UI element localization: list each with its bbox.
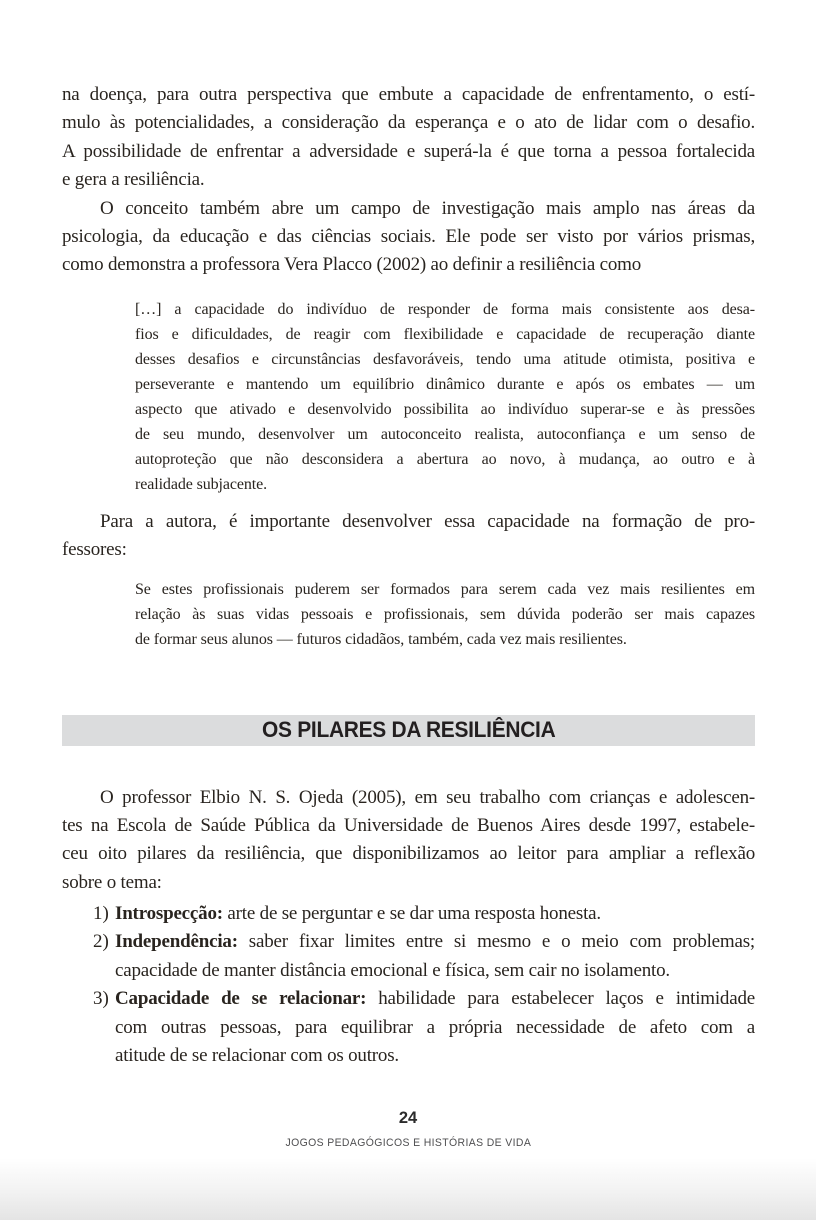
list-item-term: Capacidade de se relacionar: — [115, 988, 367, 1010]
text-line: realidade subjacente. — [135, 475, 268, 493]
text-line: desses desafios e circunstâncias desfavoráveis, tendo uma atitude otimista, positiva e — [135, 350, 755, 368]
page-number: 24 — [398, 1109, 418, 1127]
text-line: tes na Escola de Saúde Pública da Universidade de Buenos Aires desde 1997, estabele- — [62, 814, 755, 836]
list-item-text — [115, 928, 755, 985]
text-line: capacidade de manter distância emocional e física, sem cair no isolamento. — [115, 959, 670, 981]
list-item-text — [115, 985, 755, 1070]
text-line: como demonstra a professora Vera Placco (2002) ao definir a resiliência como — [62, 254, 642, 276]
list-item-number: 3) — [93, 988, 109, 1010]
text-line: aspecto que ativado e desenvolvido possibilita ao indivíduo superar-se e às pressões — [135, 400, 755, 418]
text-line: Introspecção: arte de se perguntar e se dar uma resposta honesta. — [115, 903, 601, 925]
paragraph-concept — [62, 195, 755, 280]
list-item — [62, 985, 755, 1070]
text-line: psicologia, da educação e das ciências sociais. Ele pode ser visto por vários prismas, — [62, 225, 755, 247]
list-item-term: Independência: — [115, 931, 238, 953]
list-item-text — [115, 900, 755, 928]
text-line: Independência: saber fixar limites entre si mesmo e o meio com problemas; — [115, 931, 755, 953]
text-line: de seu mundo, desenvolver um autoconceito realista, autoconfiança e um senso de — [135, 425, 755, 443]
text-line: na doença, para outra perspectiva que embute a capacidade de enfrentamento, o estí- — [62, 84, 755, 105]
paragraph-continuation — [62, 81, 755, 195]
page-footer — [0, 1108, 816, 1151]
paragraph-ojeda — [62, 784, 755, 898]
text-line: relação às suas vidas pessoais e profissionais, sem dúvida poderão ser mais capazes — [135, 605, 755, 623]
text-line: Para a autora, é importante desenvolver essa capacidade na formação de pro- — [100, 510, 755, 532]
document-blocks — [62, 81, 755, 1070]
text-line: Se estes profissionais puderem ser formados para serem cada vez mais resilientes em — [135, 580, 755, 598]
list-item — [62, 928, 755, 985]
text-line: ceu oito pilares da resiliência, que disponibilizamos ao leitor para ampliar a reflexão — [62, 843, 755, 865]
list-item-number: 2) — [93, 931, 109, 953]
list-item-number: 1) — [93, 903, 109, 925]
running-title: JOGOS PEDAGÓGICOS E HISTÓRIAS DE VIDA — [285, 1136, 531, 1149]
text-line: fios e dificuldades, de reagir com flexibilidade e capacidade de recuperação diante — [135, 325, 755, 343]
text-line: fessores: — [62, 539, 127, 561]
list-item — [62, 900, 755, 928]
heading-pilares — [62, 715, 755, 746]
text-line: O conceito também abre um campo de investigação mais amplo nas áreas da — [100, 197, 755, 219]
list-item-term: Introspecção: — [115, 903, 223, 925]
text-line: de formar seus alunos — futuros cidadãos, também, cada vez mais resilientes. — [135, 630, 627, 648]
text-line: sobre o tema: — [62, 871, 162, 893]
page-bottom-shade — [0, 1158, 816, 1220]
quote-placco — [135, 297, 755, 497]
text-line: com outras pessoas, para equilibrar a própria necessidade de afeto com a — [115, 1016, 755, 1038]
text-line: atitude de se relacionar com os outros. — [115, 1045, 399, 1067]
section-heading-text: OS PILARES DA RESILIÊNCIA — [261, 717, 556, 743]
running-title-row — [0, 1133, 816, 1151]
paragraph-autora — [62, 508, 755, 565]
text-line: Capacidade de se relacionar: habilidade para estabelecer laços e intimidade — [115, 988, 755, 1010]
text-line: perseverante e mantendo um equilíbrio dinâmico durante e após os embates — um — [135, 375, 755, 393]
text-line: mulo às potencialidades, a consideração da esperança e o ato de lidar com o desafio. — [62, 112, 755, 134]
text-line: […] a capacidade do indivíduo de responder de forma mais consistente aos desa- — [135, 300, 755, 318]
text-line: A possibilidade de enfrentar a adversidade e superá-la é que torna a pessoa fortalecida — [62, 140, 755, 162]
text-line: e gera a resiliência. — [62, 169, 205, 191]
pillars-list — [62, 900, 755, 1070]
text-line: autoproteção que não desconsidera a abertura ao novo, à mudança, ao outro e à — [135, 450, 755, 468]
quote-formacao — [135, 577, 755, 652]
text-line: O professor Elbio N. S. Ojeda (2005), em seu trabalho com crianças e adolescen- — [100, 786, 755, 808]
